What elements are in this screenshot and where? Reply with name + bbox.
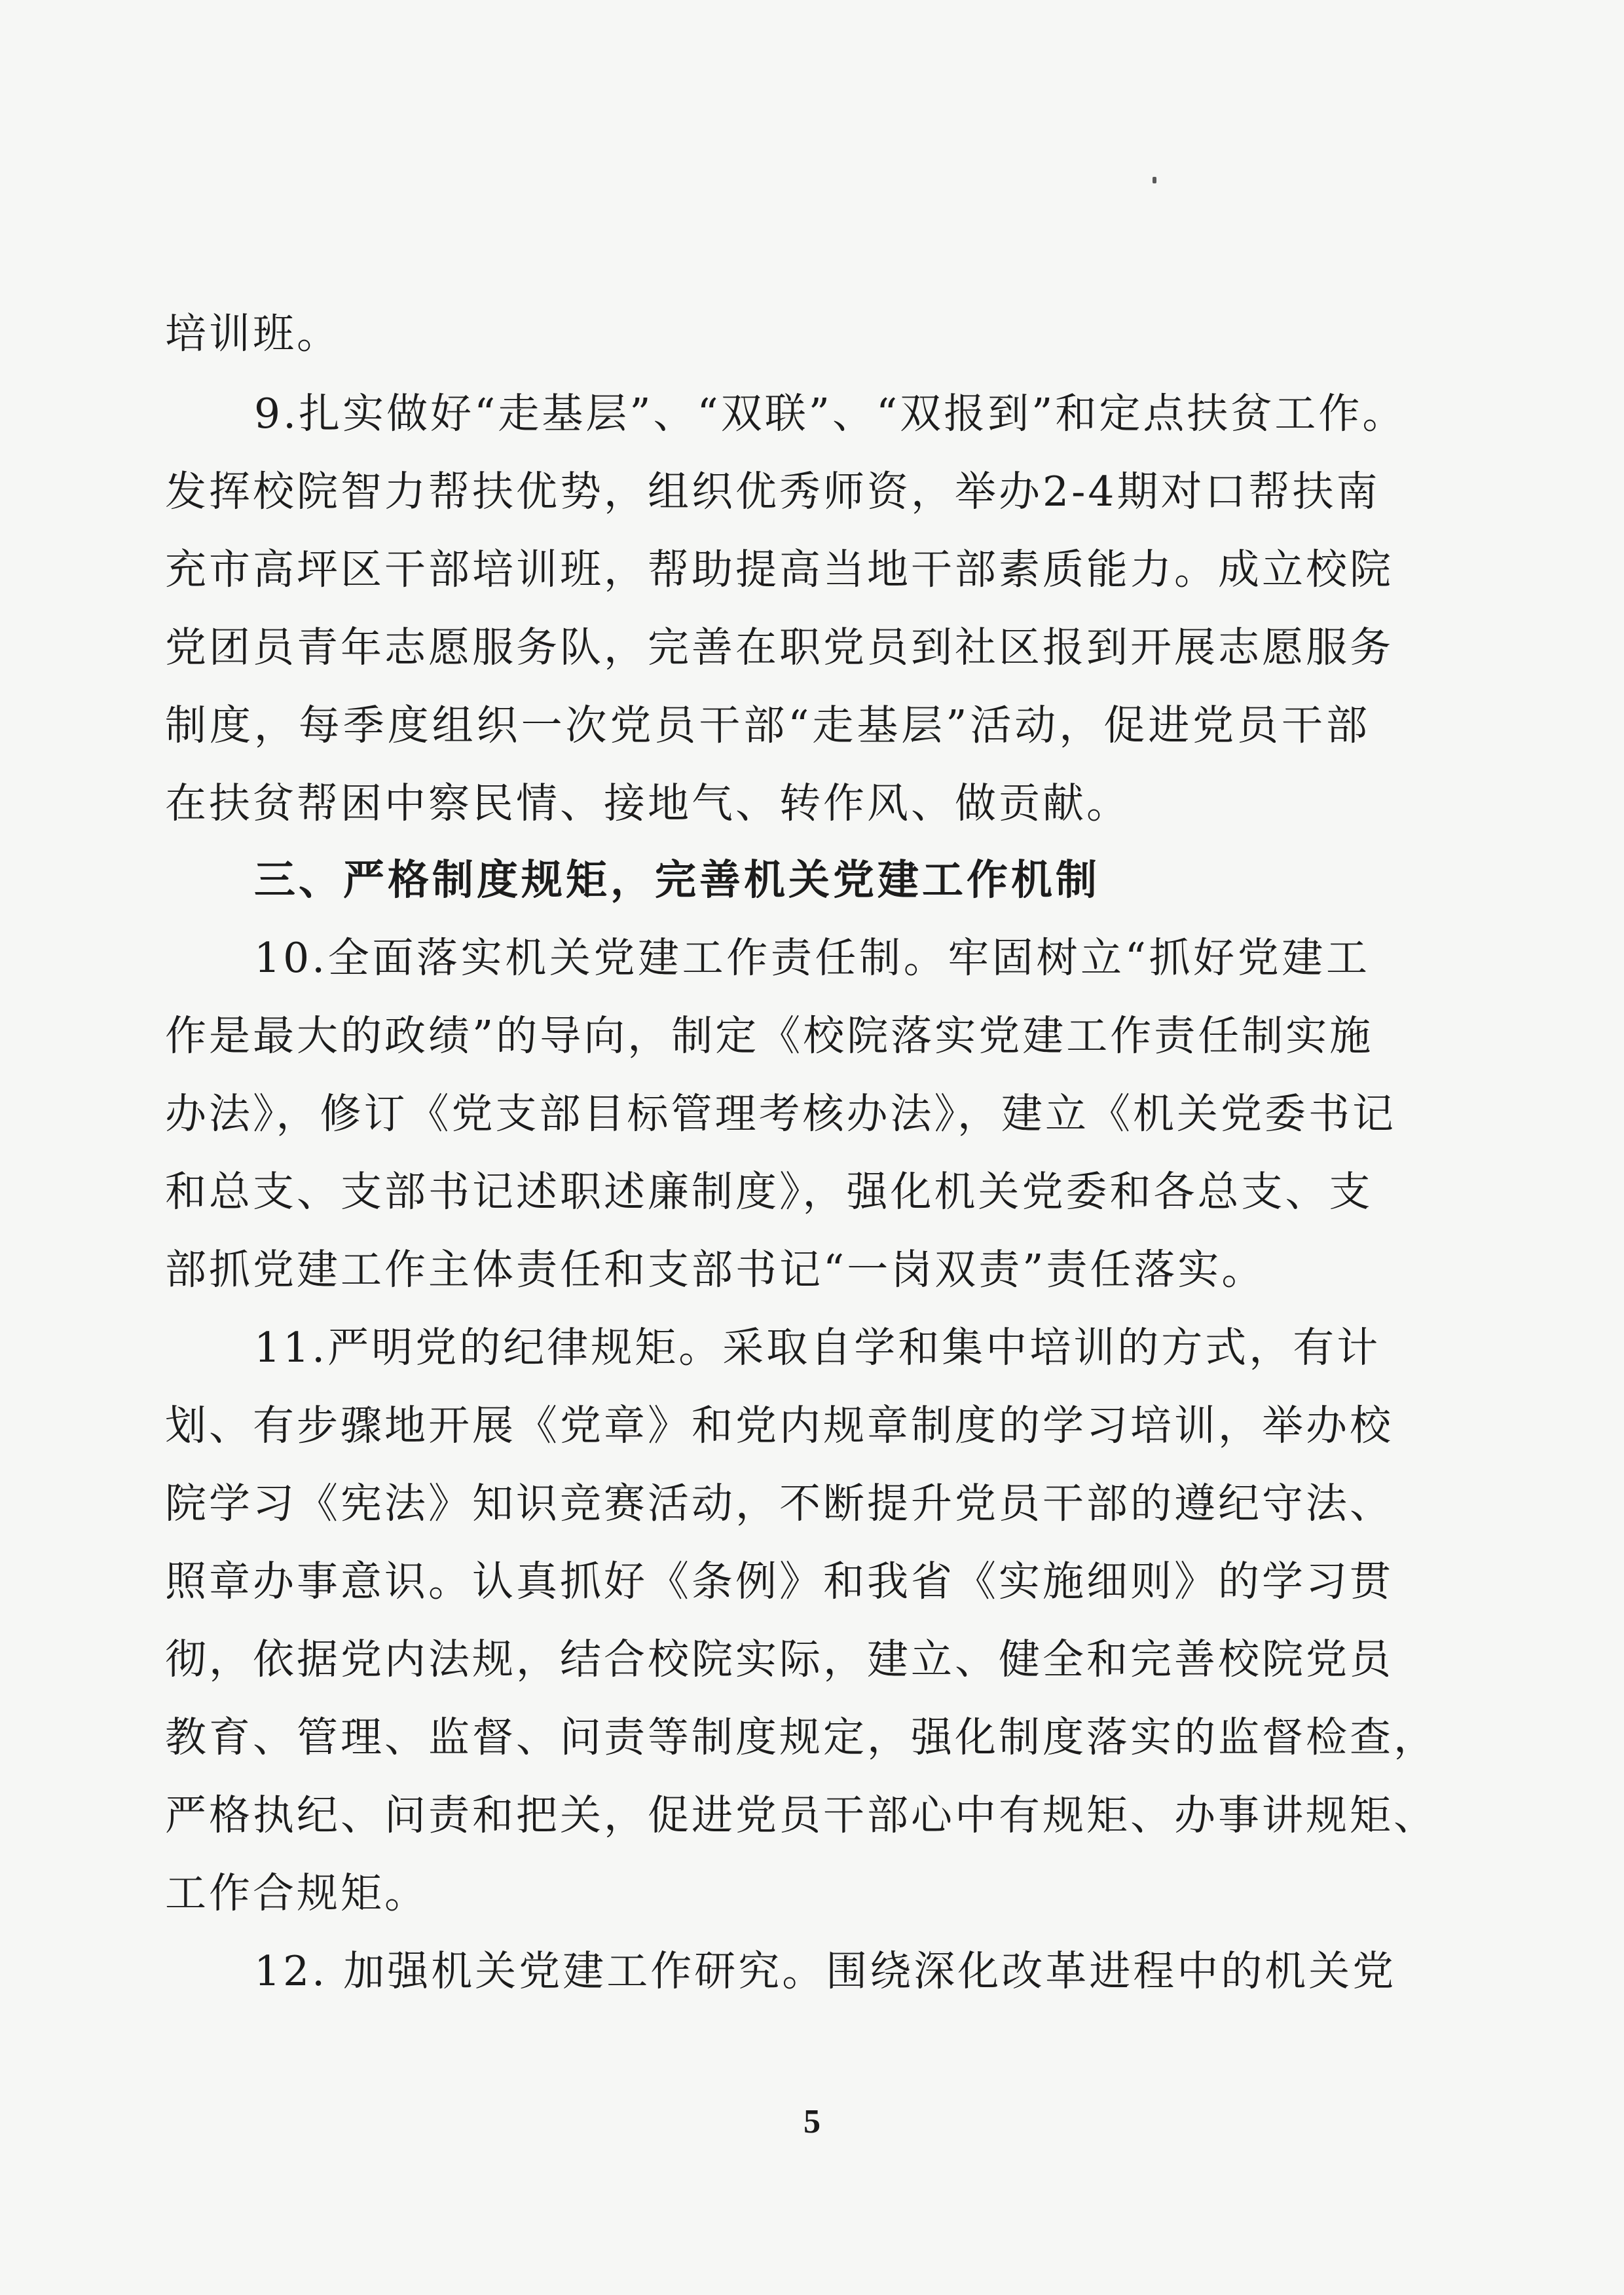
text-line: 教育、管理、监督、问责等制度规定，强化制度落实的监督检查， (165, 1713, 1437, 1761)
text-line: 在扶贫帮困中察民情、接地气、转作风、做贡献。 (165, 779, 1130, 827)
text-line: 10.全面落实机关党建工作责任制。牢固树立“抓好党建工 (254, 934, 1370, 982)
text-line: 严格执纪、问责和把关，促进党员干部心中有规矩、办事讲规矩、 (165, 1791, 1437, 1839)
text-line: 党团员青年志愿服务队，完善在职党员到社区报到开展志愿服务 (165, 624, 1393, 671)
text-line: 12. 加强机关党建工作研究。围绕深化改革进程中的机关党 (254, 1947, 1397, 1995)
text-line: 制度，每季度组织一次党员干部“走基层”活动，促进党员干部 (165, 701, 1370, 749)
text-line: 划、有步骤地开展《党章》和党内规章制度的学习培训，举办校 (165, 1402, 1393, 1449)
page-number: 5 (803, 2103, 821, 2140)
text-line: 办法》，修订《党支部目标管理考核办法》，建立《机关党委书记 (165, 1090, 1396, 1138)
text-line: 培训班。 (165, 310, 341, 358)
text-line: 彻，依据党内法规，结合校院实际，建立、健全和完善校院党员 (165, 1635, 1393, 1683)
text-line: 院学习《宪法》知识竞赛活动，不断提升党员干部的遵纪守法、 (165, 1480, 1393, 1527)
text-line: 作是最大的政绩”的导向，制定《校院落实党建工作责任制实施 (165, 1012, 1374, 1060)
text-line: 发挥校院智力帮扶优势，组织优秀师资，举办2-4期对口帮扶南 (165, 468, 1380, 515)
text-line: 9.扎实做好“走基层”、“双联”、“双报到”和定点扶贫工作。 (254, 390, 1407, 438)
text-line: 11.严明党的纪律规矩。采取自学和集中培训的方式，有计 (254, 1324, 1381, 1371)
text-line: 照章办事意识。认真抓好《条例》和我省《实施细则》的学习贯 (165, 1558, 1393, 1605)
text-line: 工作合规矩。 (165, 1869, 428, 1917)
text-line: 和总支、支部书记述职述廉制度》，强化机关党委和各总支、支 (165, 1168, 1373, 1216)
section-heading: 三、严格制度规矩，完善机关党建工作机制 (254, 856, 1100, 904)
scan-speck (1153, 177, 1156, 183)
text-line: 部抓党建工作主体责任和支部书记“一岗双责”责任落实。 (165, 1246, 1266, 1294)
text-line: 充市高坪区干部培训班，帮助提高当地干部素质能力。成立校院 (165, 546, 1393, 593)
